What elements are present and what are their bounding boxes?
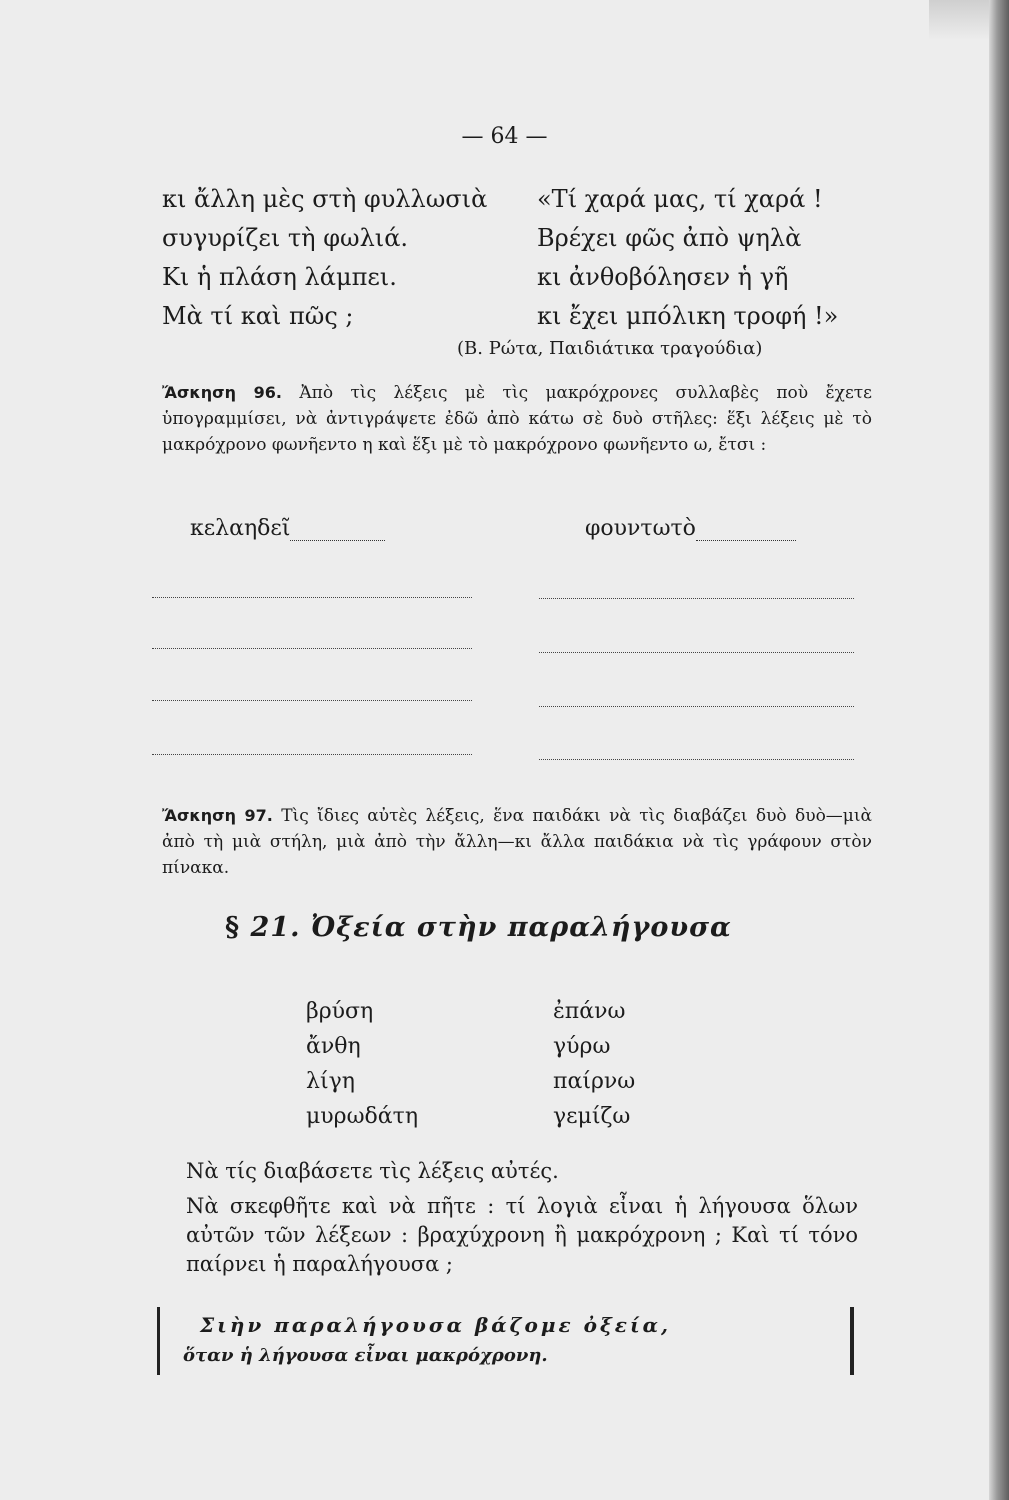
blank-line-left-1[interactable] [152, 597, 472, 598]
instruction-think: Νὰ σκεφθῆτε καὶ νὰ πῆτε : τί λογιὰ εἶναι ἡ λήγουσα ὅλων αὐτῶν τῶν λέξεων : βραχύχρονη ἢ μακρόχρονη ; Καὶ τί τόνο παίρνει ἡ παραλήγουσα ; [186, 1194, 858, 1276]
word-item: ἄνθη [306, 1034, 361, 1059]
rule-line-1: Σιὴν παραλήγουσα βάζομε ὀξεία, [200, 1313, 671, 1337]
exercise-96 [162, 380, 872, 458]
poem-line: κι ἔχει μπόλικη τροφή !» [537, 302, 839, 330]
poem-line: «Τί χαρά μας, τί χαρά ! [537, 185, 823, 213]
page-corner-shadow [929, 0, 989, 40]
blank-line-right-2[interactable] [539, 652, 854, 653]
exercise-97 [162, 803, 872, 881]
poem-line: κι ἀνθοβόλησεν ἡ γῆ [537, 263, 789, 291]
section-symbol: § [225, 912, 241, 943]
poem-right-stanza [537, 180, 838, 336]
poem-line: κι ἄλλη μὲς στὴ φυλλωσιὰ [162, 185, 488, 213]
exercise-97-text: Τὶς ἴδιες αὐτὲς λέξεις, ἕνα παιδάκι νὰ τὶς διαβάζει δυὸ δυὸ—μιὰ ἀπὸ τὴ μιὰ στήλη, μιὰ ἀπὸ τὴν ἄλλη—κι ἄλλα παιδάκια νὰ τὶς γράφουν στὸν πίνακα. [162, 806, 872, 878]
section-number: 21. [250, 912, 301, 943]
example-word-left [190, 516, 385, 541]
word-item: γύρω [553, 1034, 611, 1059]
blank-line-left-2[interactable] [152, 648, 472, 649]
poem-left-stanza [162, 180, 487, 336]
poem-line: Μὰ τί καὶ πῶς ; [162, 302, 354, 330]
poem-line: Βρέχει φῶς ἀπὸ ψηλὰ [537, 224, 802, 252]
poem-line: Κι ἡ πλάση λάμπει. [162, 263, 397, 291]
instruction-read: Νὰ τίς διαβάσετε τὶς λέξεις αὐτές. [186, 1159, 559, 1183]
blank-line-right-3[interactable] [539, 706, 854, 707]
fill-in-dots [696, 520, 796, 541]
exercise-97-label: Ἄσκηση 97. [162, 806, 273, 825]
section-heading [225, 912, 732, 943]
rule-line-2: ὅταν ἡ λήγουσα εἶναι μακρόχρονη. [183, 1345, 548, 1366]
word-list-right [553, 994, 635, 1134]
exercise-96-text: Ἀπὸ τὶς λέξεις μὲ τὶς μακρόχρονες συλλαβὲς ποὺ ἔχετε ὑπογραμμίσει, νὰ ἀντιγράψετε ἐδῶ ἀπὸ κάτω σὲ δυὸ στῆλες: ἕξι λέξεις μὲ τὸ μακρόχρονο φωνῆεντο η καὶ ἕξι μὲ τὸ μακρόχρονο φωνῆεντο ω, ἔτσι : [162, 383, 872, 455]
blank-line-right-4[interactable] [539, 759, 854, 760]
word-item: γεμίζω [553, 1104, 631, 1129]
poem-attribution: (Β. Ρώτα, Παιδιάτικα τραγούδια) [457, 338, 763, 359]
blank-line-left-3[interactable] [152, 700, 472, 701]
poem-line: συγυρίζει τὴ φωλιά. [162, 224, 409, 252]
word-item: παίρνω [553, 1069, 636, 1094]
word-item: λίγη [306, 1069, 355, 1094]
blank-line-left-4[interactable] [152, 754, 472, 755]
word-list-left [306, 994, 418, 1134]
example-word-eta: κελαηδεῖ [190, 516, 291, 541]
word-item: μυρωδάτη [306, 1104, 418, 1129]
exercise-96-label: Ἄσκηση 96. [162, 383, 282, 402]
page-number: — 64 — [461, 124, 548, 149]
blank-line-right-1[interactable] [539, 598, 854, 599]
page-edge-shadow [989, 0, 1009, 1500]
example-word-right [585, 516, 796, 541]
word-item: βρύση [306, 999, 374, 1024]
section-title: Ὀξεία στὴν παραλήγουσα [310, 912, 732, 943]
word-item: ἐπάνω [553, 999, 626, 1024]
fill-in-dots [290, 520, 385, 541]
example-word-omega: φουντωτὸ [585, 516, 696, 541]
